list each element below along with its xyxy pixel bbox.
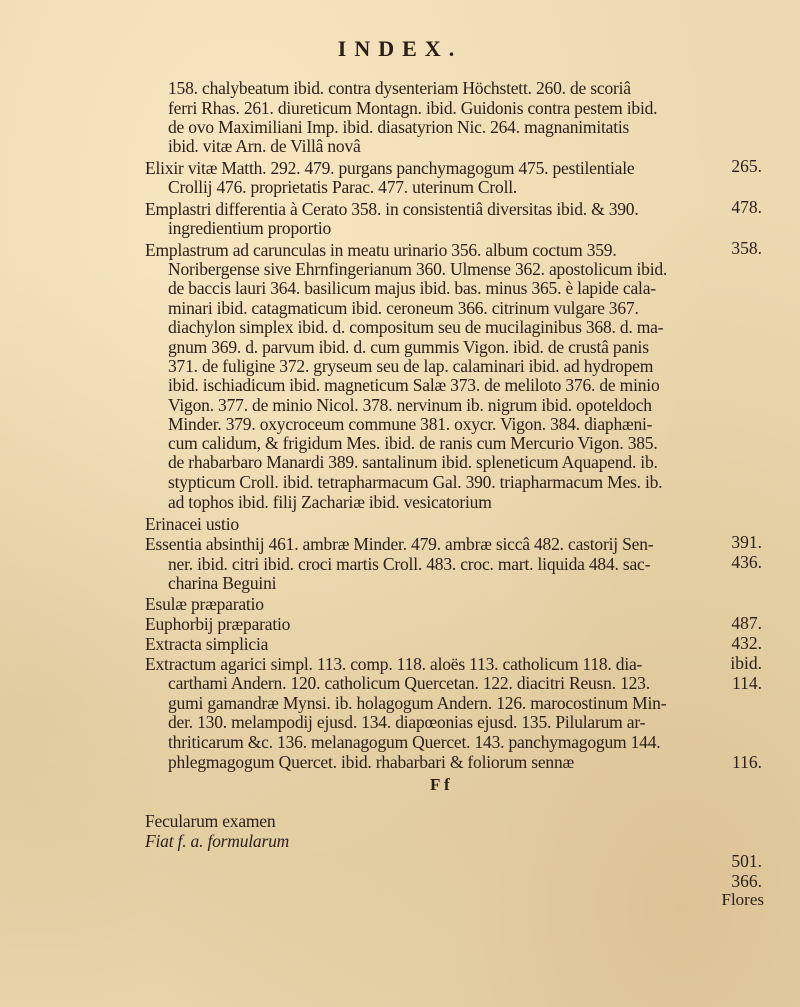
page-reference-vitae_arn: 265. xyxy=(731,156,762,176)
index-line: Extracta simplicia xyxy=(145,634,269,654)
index-line: Emplastri differentia à Cerato 358. in consistentiâ diversitas ibid. & 390. xyxy=(145,199,639,219)
index-line: der. 130. melampodij ejusd. 134. diapœonias ejusd. 135. Pilularum ar- xyxy=(168,712,646,732)
index-line: 371. de fuligine 372. gryseum seu de lap. calaminari ibid. ad hydropem xyxy=(168,356,654,376)
index-line: minari ibid. catagmaticum ibid. ceroneum 366. citrinum vulgare 367. xyxy=(168,298,639,318)
index-line: ingredientium proportio xyxy=(168,218,332,238)
index-line: de baccis lauri 364. basilicum majus ibid. bas. minus 365. è lapide cala- xyxy=(168,278,656,298)
page-reference-euphorbij: ibid. xyxy=(730,653,762,673)
catchword: Flores xyxy=(721,890,764,909)
signature-mark: F f xyxy=(430,775,450,794)
index-line: gnum 369. d. parvum ibid. d. cum gummis Vigon. ibid. de crustâ panis xyxy=(168,337,649,357)
page-reference-fiat: 366. xyxy=(731,871,762,891)
index-line: charina Beguini xyxy=(168,573,277,593)
index-line: Crollij 476. proprietatis Parac. 477. uterinum Croll. xyxy=(168,177,518,197)
index-line: Euphorbij præparatio xyxy=(145,614,291,634)
index-line: phlegmagogum Quercet. ibid. rhabarbari & foliorum sennæ xyxy=(168,752,574,772)
index-line: Essentia absinthij 461. ambræ Minder. 479. ambræ siccâ 482. castorij Sen- xyxy=(145,534,654,554)
index-line: ferri Rhas. 261. diureticum Montagn. ibid. Guidonis contra pestem ibid. xyxy=(168,98,658,118)
index-line: diachylon simplex ibid. d. compositum seu de mucilaginibus 368. d. ma- xyxy=(168,317,664,337)
index-line: carthami Andern. 120. catholicum Quercetan. 122. diacitri Reusn. 123. xyxy=(168,673,650,693)
page-reference-vesicatorium: 391. xyxy=(731,532,762,552)
index-line: Fiat f. a. formularum xyxy=(145,831,290,851)
index-line: Vigon. 377. de minio Nicol. 378. nervinum ib. nigrum ibid. opoteldoch xyxy=(168,395,652,415)
page-reference-esulae: 432. xyxy=(731,633,762,653)
index-line: gumi gamandræ Mynsi. ib. holagogum Andern. 126. marocostinum Min- xyxy=(168,693,667,713)
index-line: Extractum agarici simpl. 113. comp. 118. aloës 113. catholicum 118. dia- xyxy=(145,654,643,674)
index-line: ad tophos ibid. filij Zachariæ ibid. vesicatorium xyxy=(168,492,492,512)
page-reference-ingredientium: 358. xyxy=(731,238,762,258)
index-line: Fecularum examen xyxy=(145,811,276,831)
index-line: ibid. vitæ Arn. de Villâ novâ xyxy=(168,136,361,156)
index-line: Emplastrum ad carunculas in meatu urinario 356. album coctum 359. xyxy=(145,240,617,260)
page-reference-fecularum: 501. xyxy=(731,851,762,871)
index-line: stypticum Croll. ibid. tetrapharmacum Gal. 390. triapharmacum Mes. ib. xyxy=(168,472,663,492)
index-line: Esulæ præparatio xyxy=(145,594,264,614)
page-reference-extracta: 114. xyxy=(732,673,762,693)
page-reference-beguini: 487. xyxy=(731,613,762,633)
index-line: cum calidum, & frigidum Mes. ibid. de ranis cum Mercurio Vigon. 385. xyxy=(168,433,658,453)
page-reference-erinacei: 436. xyxy=(731,552,762,572)
index-line: ibid. ischiadicum ibid. magneticum Salæ 373. de meliloto 376. de minio xyxy=(168,375,660,395)
index-line: Elixir vitæ Matth. 292. 479. purgans panchymagogum 475. pestilentiale xyxy=(145,158,635,178)
page-title: INDEX. xyxy=(337,36,463,61)
index-line: de rhabarbaro Manardi 389. santalinum ibid. spleneticum Aquapend. ib. xyxy=(168,452,658,472)
index-line: 158. chalybeatum ibid. contra dysenteriam Höchstett. 260. de scoriâ xyxy=(168,78,631,98)
index-line: Erinacei ustio xyxy=(145,514,239,534)
index-line: ner. ibid. citri ibid. croci martis Croll. 483. croc. mart. liquida 484. sac- xyxy=(168,554,651,574)
page-reference-uterinum: 478. xyxy=(731,197,762,217)
page-reference-sennae: 116. xyxy=(732,752,762,772)
index-line: thriticarum &c. 136. melanagogum Quercet. 143. panchymagogum 144. xyxy=(168,732,661,752)
index-line: Minder. 379. oxycroceum commune 381. oxycr. Vigon. 384. diaphæni- xyxy=(168,414,653,434)
index-line: de ovo Maximiliani Imp. ibid. diasatyrion Nic. 264. magnanimitatis xyxy=(168,117,630,137)
index-line: Noribergense sive Ehrnfingerianum 360. Ulmense 362. apostolicum ibid. xyxy=(168,259,668,279)
